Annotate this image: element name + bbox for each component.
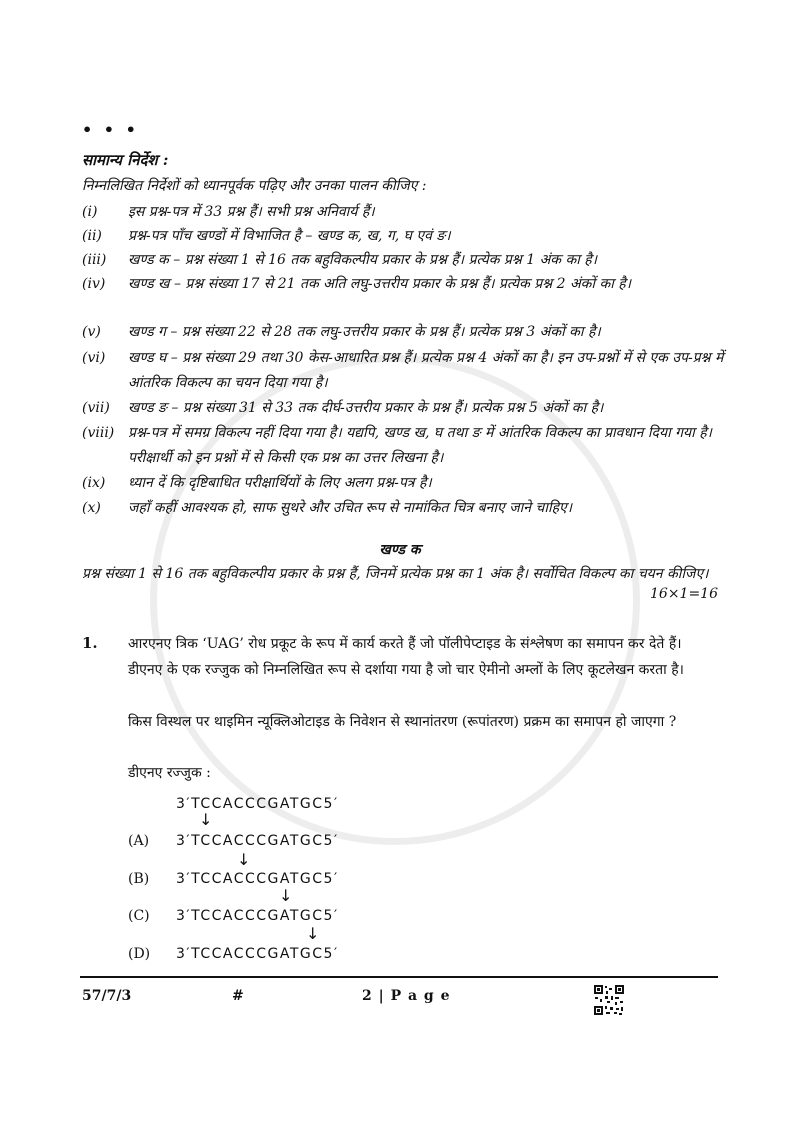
instruction-number: (viii) (82, 425, 115, 441)
instruction-text: खण्ड घ – प्रश्न संख्या 29 तथा 30 केस-आधारित प्रश्न हैं। प्रत्येक प्रश्न 4 अंकों का है। इन उप-प्रश्नों में से एक उप-प्रश्न में आंतरिक विकल्प का चयन दिया गया है। (128, 350, 724, 391)
instruction-text: इस प्रश्न-पत्र में 33 प्रश्न हैं। सभी प्रश्न अनिवार्य हैं। (128, 204, 375, 220)
instruction-text: खण्ड ग – प्रश्न संख्या 22 से 28 तक लघु-उत्तरीय प्रकार के प्रश्न हैं। प्रत्येक प्रश्न 3 अंकों का है। (128, 324, 601, 340)
section-title: खण्ड क (379, 542, 421, 558)
arrow-a-icon: ↓ (199, 810, 213, 829)
strand-label: डीएनए रज्जुक : (128, 765, 211, 781)
option-sequence: 3′TCCACCCGATGC5′ (176, 833, 339, 849)
option-sequence: 3′TCCACCCGATGC5′ (176, 946, 339, 962)
question-text: आरएनए त्रिक ‘UAG’ रोध प्रकूट के रूप में कार्य करते हैं जो पॉलीपेप्टाइड के संश्लेषण का समापन कर देते हैं। डीएनए के एक रज्जुक को निम्नलिखित रूप से दर्शाया गया है जो चार ऐमीनो अम्लों के लिए कूटलेखन करता है। (128, 636, 684, 678)
instruction-text: खण्ड ख – प्रश्न संख्या 17 से 21 तक अति लघु-उत्तरीय प्रकार के प्रश्न हैं। प्रत्येक प्रश्न 2 अंकों का है। (128, 276, 632, 292)
instruction-number: (v) (82, 324, 101, 340)
option-sequence: 3′TCCACCCGATGC5′ (176, 871, 339, 887)
instructions-heading: सामान्य निर्देश : (82, 151, 169, 169)
footer-hash: # (232, 988, 244, 1004)
arrow-c-icon: ↓ (279, 886, 293, 905)
instruction-text: जहाँ कहीं आवश्यक हो, साफ सुथरे और उचित रूप से नामांकित चित्र बनाए जाने चाहिए। (128, 500, 573, 516)
instruction-number: (vi) (82, 350, 106, 366)
instruction-text: खण्ड क – प्रश्न संख्या 1 से 16 तक बहुविकल्पीय प्रकार के प्रश्न हैं। प्रत्येक प्रश्न 1 अंक का है। (128, 252, 598, 268)
qr-code-icon (593, 984, 625, 1016)
instruction-number: (x) (82, 500, 101, 516)
instruction-number: (ix) (82, 475, 106, 491)
instructions-intro: निम्नलिखित निर्देशों को ध्यानपूर्वक पढ़िए और उनका पालन कीजिए : (82, 178, 427, 194)
section-marks: 16×1=16 (650, 586, 718, 602)
question-prompt: किस विस्थल पर थाइमिन न्यूक्लिओटाइड के निवेशन से स्थानांतरण (रूपांतरण) प्रक्रम का समापन हो जाएगा ? (128, 714, 677, 730)
option-label: (A) (128, 833, 150, 849)
dna-strand: 3′TCCACCCGATGC5′ (176, 796, 339, 812)
instruction-text: ध्यान दें कि दृष्टिबाधित परीक्षार्थियों के लिए अलग प्रश्न-पत्र है। (128, 475, 432, 491)
instruction-number: (i) (82, 204, 98, 220)
header-dots: • • • (82, 120, 139, 139)
question-number: 1. (82, 634, 98, 652)
instruction-number: (iii) (82, 252, 107, 268)
instruction-number: (vii) (82, 400, 110, 416)
section-description: प्रश्न संख्या 1 से 16 तक बहुविकल्पीय प्रकार के प्रश्न हैं, जिनमें प्रत्येक प्रश्न का 1 अंक है। सर्वोचित विकल्प का चयन कीजिए। (82, 566, 709, 582)
option-label: (D) (128, 946, 151, 962)
option-label: (C) (128, 908, 150, 924)
page-number: 2 | P a g e (362, 988, 451, 1004)
instruction-text: प्रश्न-पत्र पाँच खण्डों में विभाजित है – खण्ड क, ख, ग, घ एवं ङ। (128, 228, 451, 244)
arrow-d-icon: ↓ (306, 924, 320, 943)
arrow-b-icon: ↓ (237, 850, 251, 869)
option-sequence: 3′TCCACCCGATGC5′ (176, 908, 339, 924)
instruction-number: (ii) (82, 228, 102, 244)
instruction-text: प्रश्न-पत्र में समग्र विकल्प नहीं दिया गया है। यद्यपि, खण्ड ख, घ तथा ङ में आंतरिक विकल्प का प्रावधान दिया गया है। परीक्षार्थी को इन प्रश्नों में से किसी एक प्रश्न का उत्तर लिखना है। (128, 425, 712, 466)
paper-code: 57/7/3 (82, 988, 132, 1004)
instruction-number: (iv) (82, 276, 106, 292)
instruction-text: खण्ड ङ – प्रश्न संख्या 31 से 33 तक दीर्घ-उत्तरीय प्रकार के प्रश्न हैं। प्रत्येक प्रश्न 5 अंकों का है। (128, 400, 604, 416)
footer-divider (80, 976, 718, 978)
option-label: (B) (128, 871, 150, 887)
